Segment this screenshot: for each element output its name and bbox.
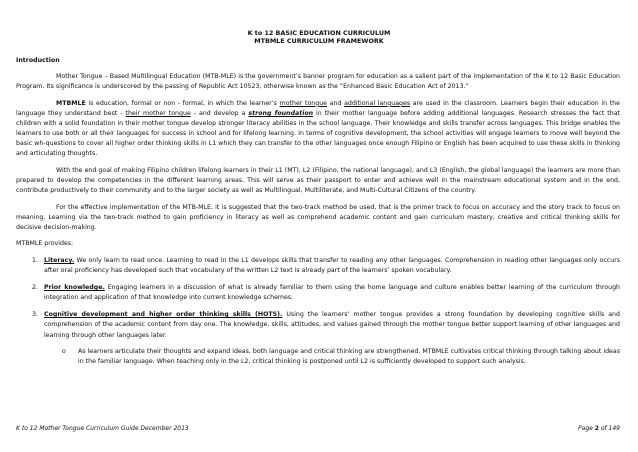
text-run: are used in the classroom. Learners begin their education in the language they understand best - [16, 99, 620, 117]
paragraph-two-track: For the effective implementation of the MTB-MLE, it is suggested that the two-track method be used, that is the primer track to focus on accuracy and the story track to focus on meaning. Learning via the two-track method to gain proficiency in literacy as well as comprehend academic content and gain curriculum mastery, creative and critical thinking skills for decisive decision-making. [16, 203, 620, 231]
text-run: is education, formal or non - formal, in which the learner’s [85, 99, 280, 107]
current-page: 2 [594, 425, 599, 432]
underlined-mother-tongue: mother tongue [279, 99, 328, 107]
term-mtbmle: MTBMLE [56, 99, 86, 107]
paragraph-intro: Mother Tongue – Based Multilingual Education (MTB-MLE) is the government’s banner program for education as a salient part of the implementation of the K to 12 Basic Education Program. Its significance is underscored by the passing of Republic Act 10523, otherwise known as the “Enhanced Basic Education Act of 2013.” [16, 73, 620, 91]
page-number [578, 425, 620, 432]
document-body [16, 56, 620, 374]
paragraph-definition [16, 99, 620, 160]
intro-heading: Introduction [16, 57, 60, 64]
item-text: Using the learners’ mother tongue provides a strong foundation by developing cognitive skills and comprehension of the academic content from day one. The knowledge, skills, attitudes, and values gained through the mother tongue better support learning of other languages and learning through other languages later. [44, 311, 620, 339]
text-run: and [327, 99, 345, 107]
provides-list [16, 256, 620, 367]
document-subtitle: MTBMLE CURRICULUM FRAMEWORK [254, 37, 384, 45]
page-footer [16, 425, 620, 432]
item-lead: Prior knowledge. [44, 284, 105, 292]
sub-list [44, 347, 620, 367]
page-label: Page [578, 425, 595, 432]
item-lead: Literacy. [44, 257, 75, 264]
text-run: - and develop a [190, 109, 249, 117]
document-title: K to 12 BASIC EDUCATION CURRICULUM [247, 29, 391, 37]
list-item-literacy [40, 256, 620, 276]
footer-doc-name: K to 12 Mother Tongue Curriculum Guide December 2013 [16, 425, 189, 432]
sub-item-text: As learners articulate their thoughts and expand ideas, both language and critical thinking are strengthened. MTBMLE cultivates critical thinking through talking about ideas in the familiar language. When teaching only in the L2, critical thinking is postponed until L2 is sufficiently developed to support such analysis. [78, 347, 620, 365]
item-text: Engaging learners in a discussion of what is already familiar to them using the home language and culture enables better learning of the curriculum through integration and application of that knowledge into current knowledge schemes. [44, 284, 620, 302]
text-run: in their mother language before adding additional languages. Research stresses the fact that children with a solid foundation in their mother tongue develop stronger literacy abilities in the school language. Their knowledge and skills transfer across languages. This bridge enables the learners to use both or all their languages for success in school and for lifelong learning. In terms of cognitive development, the school activities will engage learners to move well beyond the basic wh-questions to cover all higher order thinking skills in L1 which they can transfer to the other languages once enough Filipino or English has been acquired to use these skills in thinking and articulating thoughts. [16, 109, 620, 158]
sub-list-item [62, 347, 620, 367]
document-titles [0, 29, 638, 45]
emphasis-strong-foundation: strong foundation [248, 109, 314, 117]
item-lead: Cognitive development and higher order thinking skills (HOTS). [44, 311, 283, 319]
paragraph-end-goal: With the end goal of making Filipino children lifelong learners in their L1 (MT), L2 (Filipino, the national language), and L3 (English, the global language) the learners are more than prepared to develop the competencies in the different learning areas. This will serve as their passport to enter and achieve well in the mainstream educational system and in the end, contribute productively to their community and to the larger society as well as Multilingual, Multiliterate, and Multi-Cultural Citizens of the country. [16, 166, 620, 195]
page-total: of 149 [598, 425, 620, 432]
list-item-cognitive-development [40, 310, 620, 366]
provides-label: MTBMLE provides: [16, 240, 74, 248]
underlined-their-mother-tongue: their mother tongue [125, 109, 191, 117]
item-text: We only learn to read once. Learning to read in the L1 develops skills that transfer to reading any other languages. Comprehension in reading other languages only occurs after oral proficiency has developed such that vocabulary of the written L2 text is already part of the learners’ spoken vocabulary. [44, 257, 620, 275]
list-item-prior-knowledge [40, 283, 620, 303]
underlined-additional-languages: additional languages [344, 99, 411, 107]
hollow-bullet-icon: o [62, 347, 66, 355]
